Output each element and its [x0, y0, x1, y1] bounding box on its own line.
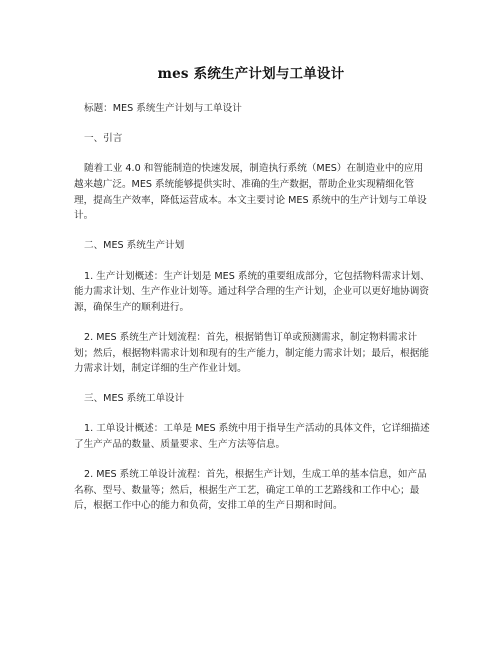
- section-heading-work-order: 三、MES 系统工单设计: [84, 393, 185, 405]
- paragraph-order-overview: 1. 工单设计概述：工单是 MES 系统中用于指导生产活动的具体文件，它详细描述了生产产品的数量、质量要求、生产方法等信息。: [74, 423, 430, 451]
- paragraph-plan-process: 2. MES 系统生产计划流程：首先，根据销售订单或预测需求，制定物料需求计划；然后，根据物料需求计划和现有的生产能力，制定能力需求计划；最后，根据能力需求计划，制定详细的生产作业计划。: [74, 331, 429, 375]
- document-title: mes 系统生产计划与工单设计: [157, 66, 345, 82]
- section-heading-intro: 一、引言: [84, 133, 123, 145]
- document-body: [74, 101, 430, 529]
- section-heading-production-plan: 二、MES 系统生产计划: [84, 240, 185, 252]
- subtitle-line: 标题：MES 系统生产计划与工单设计: [84, 103, 242, 114]
- paragraph-intro: 随着工业 4.0 和智能制造的快速发展，制造执行系统（MES）在制造业中的应用越来越广泛。MES 系统能够提供实时、准确的生产数据，帮助企业实现精细化管理，提高生产效率，降低运营成本。本文主要讨论 MES 系统中的生产计划与工单设计。: [74, 163, 427, 222]
- paragraph-plan-overview: 1. 生产计划概述：生产计划是 MES 系统的重要组成部分，它包括物料需求计划、能力需求计划、生产作业计划等。通过科学合理的生产计划，企业可以更好地协调资源，确保生产的顺利进行。: [74, 270, 430, 313]
- paragraph-order-process: 2. MES 系统工单设计流程：首先，根据生产计划，生成工单的基本信息，如产品名称、型号、数量等；然后，根据生产工艺，确定工单的工艺路线和工作中心；最后，根据工作中心的能力和负荷，安排工单的生产日期和时间。: [74, 469, 427, 512]
